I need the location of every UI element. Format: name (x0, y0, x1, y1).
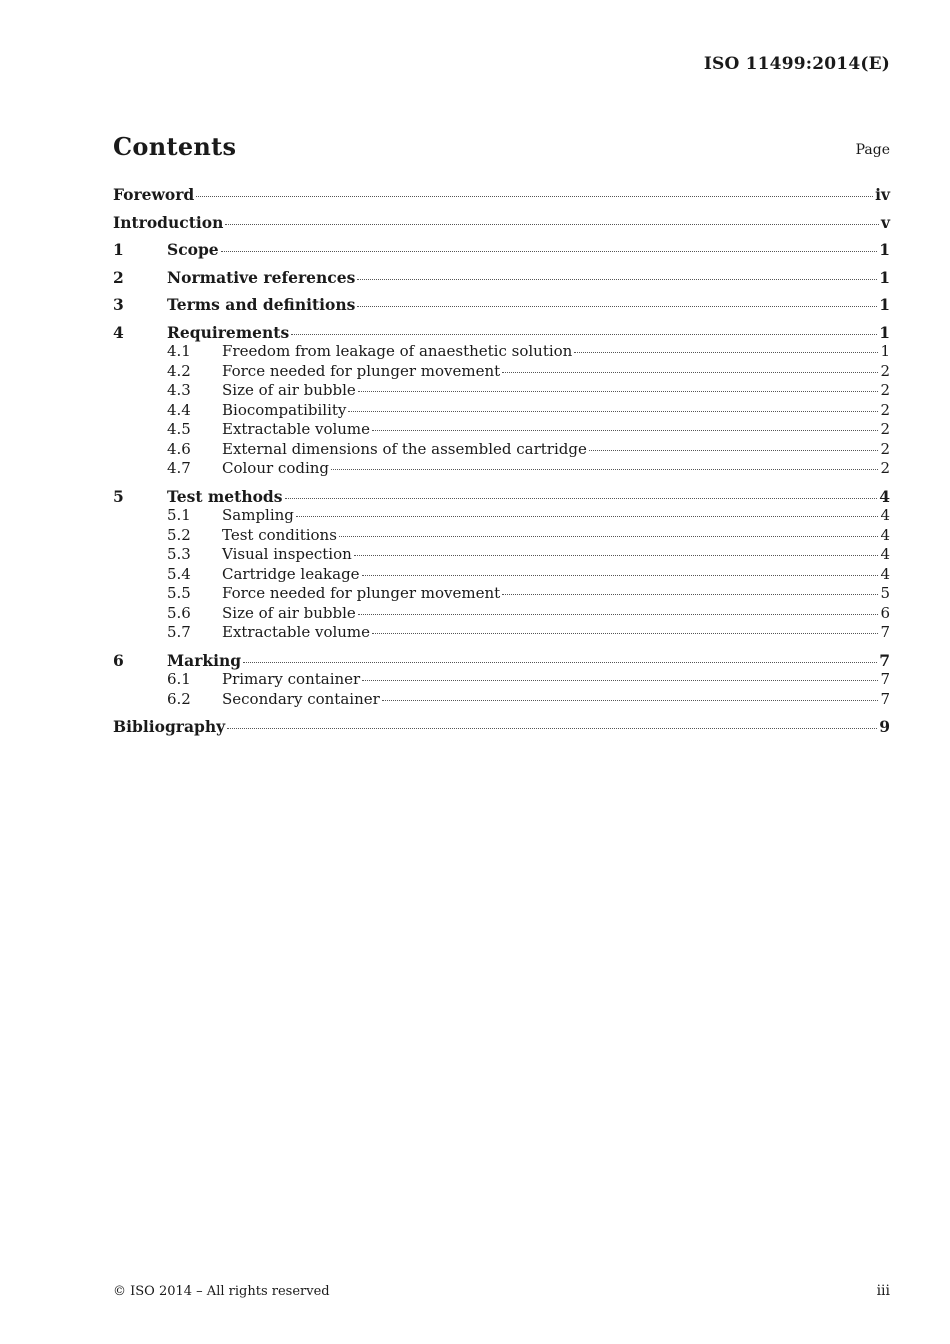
dot-leader (331, 469, 878, 470)
toc-subentry[interactable] (113, 440, 890, 460)
dot-leader (358, 391, 879, 392)
toc-entry-label: Marking (167, 650, 242, 670)
toc-subentry[interactable] (113, 381, 890, 401)
dot-leader (339, 536, 879, 537)
dot-leader (372, 430, 878, 431)
toc-entry-number: 5.3 (167, 545, 191, 563)
toc-subentry[interactable] (113, 342, 890, 362)
dot-leader (227, 728, 877, 729)
toc-entry-number: 6 (113, 650, 124, 670)
toc-subentry[interactable] (113, 670, 890, 690)
toc-entry-number: 4.3 (167, 381, 191, 399)
toc-entry[interactable] (113, 323, 890, 343)
toc-entry-page: 2 (880, 420, 890, 438)
toc-entry-page: 7 (880, 670, 890, 688)
toc-entry-label: Size of air bubble (222, 381, 356, 399)
toc-entry[interactable] (113, 717, 890, 737)
toc-entry-label: Test methods (167, 486, 283, 506)
toc-entry-page: 7 (879, 650, 890, 670)
toc-entry-number: 2 (113, 267, 124, 287)
toc-entry-label: External dimensions of the assembled cartridge (222, 439, 587, 458)
toc-entry-page: 7 (880, 623, 890, 641)
toc-entry-number: 5.5 (167, 584, 191, 602)
toc-entry-number: 5.4 (167, 564, 191, 583)
toc-entry-number: 4.7 (167, 459, 191, 477)
toc-entry-number: 4.6 (167, 439, 191, 458)
dot-leader (243, 662, 877, 663)
dot-leader (225, 224, 879, 225)
toc-entry-label: Cartridge leakage (222, 564, 360, 583)
toc-entry-page: 1 (879, 322, 890, 342)
toc-entry-number: 3 (113, 295, 124, 314)
dot-leader (354, 555, 879, 556)
toc-subentry[interactable] (113, 623, 890, 643)
toc-entry-number: 4.1 (167, 342, 191, 360)
toc-entry-page: iv (875, 185, 890, 204)
toc-subentry[interactable] (113, 545, 890, 565)
toc-entry-page: 7 (880, 689, 890, 708)
dot-leader (372, 633, 878, 634)
toc-entry-label: Freedom from leakage of anaesthetic solution (222, 342, 573, 360)
dot-leader (357, 279, 877, 280)
toc-entry-label: Requirements (167, 322, 290, 342)
toc-entry-page: 1 (879, 295, 890, 314)
dot-leader (502, 594, 878, 595)
toc-entry-page: 4 (880, 506, 890, 524)
toc-entry-page: v (880, 212, 890, 232)
toc-entry-label: Scope (167, 240, 219, 259)
toc-entry-label: Introduction (113, 212, 224, 232)
dot-leader (348, 411, 878, 412)
dot-leader (362, 680, 878, 681)
toc-entry[interactable] (113, 651, 890, 671)
toc-entry[interactable] (113, 268, 890, 288)
dot-leader (296, 516, 879, 517)
toc-entry-label: Visual inspection (222, 545, 352, 563)
toc-entry-number: 4.4 (167, 400, 191, 419)
toc-entry-label: Size of air bubble (222, 603, 356, 622)
toc-subentry[interactable] (113, 362, 890, 382)
dot-leader (196, 196, 873, 197)
toc-entry-page: 4 (880, 525, 890, 544)
toc-entry-page: 4 (880, 545, 890, 563)
toc-entry[interactable] (113, 240, 890, 260)
toc-subentry[interactable] (113, 565, 890, 585)
toc-entry[interactable] (113, 213, 890, 233)
table-of-contents (113, 185, 890, 737)
toc-entry-label: Extractable volume (222, 623, 371, 641)
toc-entry-number: 5 (113, 486, 124, 506)
toc-entry-label: Primary container (222, 670, 361, 688)
toc-entry-label: Terms and definitions (167, 295, 356, 314)
toc-entry-label: Secondary container (222, 689, 380, 708)
toc-entry-label: Extractable volume (222, 420, 371, 438)
page-number: iii (876, 1283, 890, 1299)
toc-subentry[interactable] (113, 506, 890, 526)
toc-entry-label: Force needed for plunger movement (222, 584, 501, 602)
toc-entry-label: Test conditions (222, 525, 337, 544)
dot-leader (358, 614, 879, 615)
toc-subentry[interactable] (113, 459, 890, 479)
toc-entry-label: Force needed for plunger movement (222, 361, 501, 380)
toc-entry-number: 6.1 (167, 670, 191, 688)
toc-entry-page: 1 (880, 342, 890, 360)
toc-subentry[interactable] (113, 690, 890, 710)
dot-leader (589, 450, 879, 451)
toc-entry[interactable] (113, 487, 890, 507)
toc-entry-label: Bibliography (113, 717, 226, 736)
toc-entry-number: 5.1 (167, 506, 191, 524)
toc-entry-page: 6 (880, 603, 890, 622)
toc-entry-page: 2 (880, 400, 890, 419)
toc-entry-page: 9 (879, 717, 890, 736)
page-title: Contents (113, 132, 237, 161)
page-column-label: Page (855, 142, 890, 158)
dot-leader (221, 251, 878, 252)
dot-leader (382, 700, 879, 701)
toc-subentry[interactable] (113, 584, 890, 604)
toc-entry[interactable] (113, 295, 890, 315)
dot-leader (502, 372, 878, 373)
toc-entry-label: Colour coding (222, 459, 330, 477)
toc-entry-label: Sampling (222, 506, 294, 524)
toc-entry-label: Foreword (113, 185, 195, 204)
toc-entry-number: 5.7 (167, 623, 191, 641)
toc-entry-label: Normative references (167, 267, 356, 287)
toc-entry-number: 1 (113, 240, 124, 259)
dot-leader (357, 306, 877, 307)
toc-subentry[interactable] (113, 604, 890, 624)
toc-entry-number: 6.2 (167, 689, 191, 708)
document-id: ISO 11499:2014(E) (703, 54, 890, 74)
toc-entry-number: 5.6 (167, 603, 191, 622)
toc-entry-page: 1 (879, 240, 890, 259)
toc-entry-number: 4.5 (167, 420, 191, 438)
toc-entry-page: 2 (880, 361, 890, 380)
toc-entry-page: 2 (880, 459, 890, 477)
toc-subentry[interactable] (113, 401, 890, 421)
toc-entry[interactable] (113, 185, 890, 205)
toc-entry-page: 4 (880, 564, 890, 583)
toc-subentry[interactable] (113, 526, 890, 546)
dot-leader (291, 334, 877, 335)
toc-entry-label: Biocompatibility (222, 400, 347, 419)
copyright-notice: © ISO 2014 – All rights reserved (113, 1284, 330, 1299)
dot-leader (574, 352, 878, 353)
dot-leader (362, 575, 879, 576)
toc-entry-page: 1 (879, 267, 890, 287)
toc-entry-page: 2 (880, 381, 890, 399)
toc-entry-number: 4 (113, 322, 124, 342)
dot-leader (285, 498, 878, 499)
toc-subentry[interactable] (113, 420, 890, 440)
toc-entry-page: 2 (880, 439, 890, 458)
toc-entry-page: 4 (879, 486, 890, 506)
toc-entry-number: 5.2 (167, 525, 191, 544)
toc-entry-number: 4.2 (167, 361, 191, 380)
toc-entry-page: 5 (880, 584, 890, 602)
